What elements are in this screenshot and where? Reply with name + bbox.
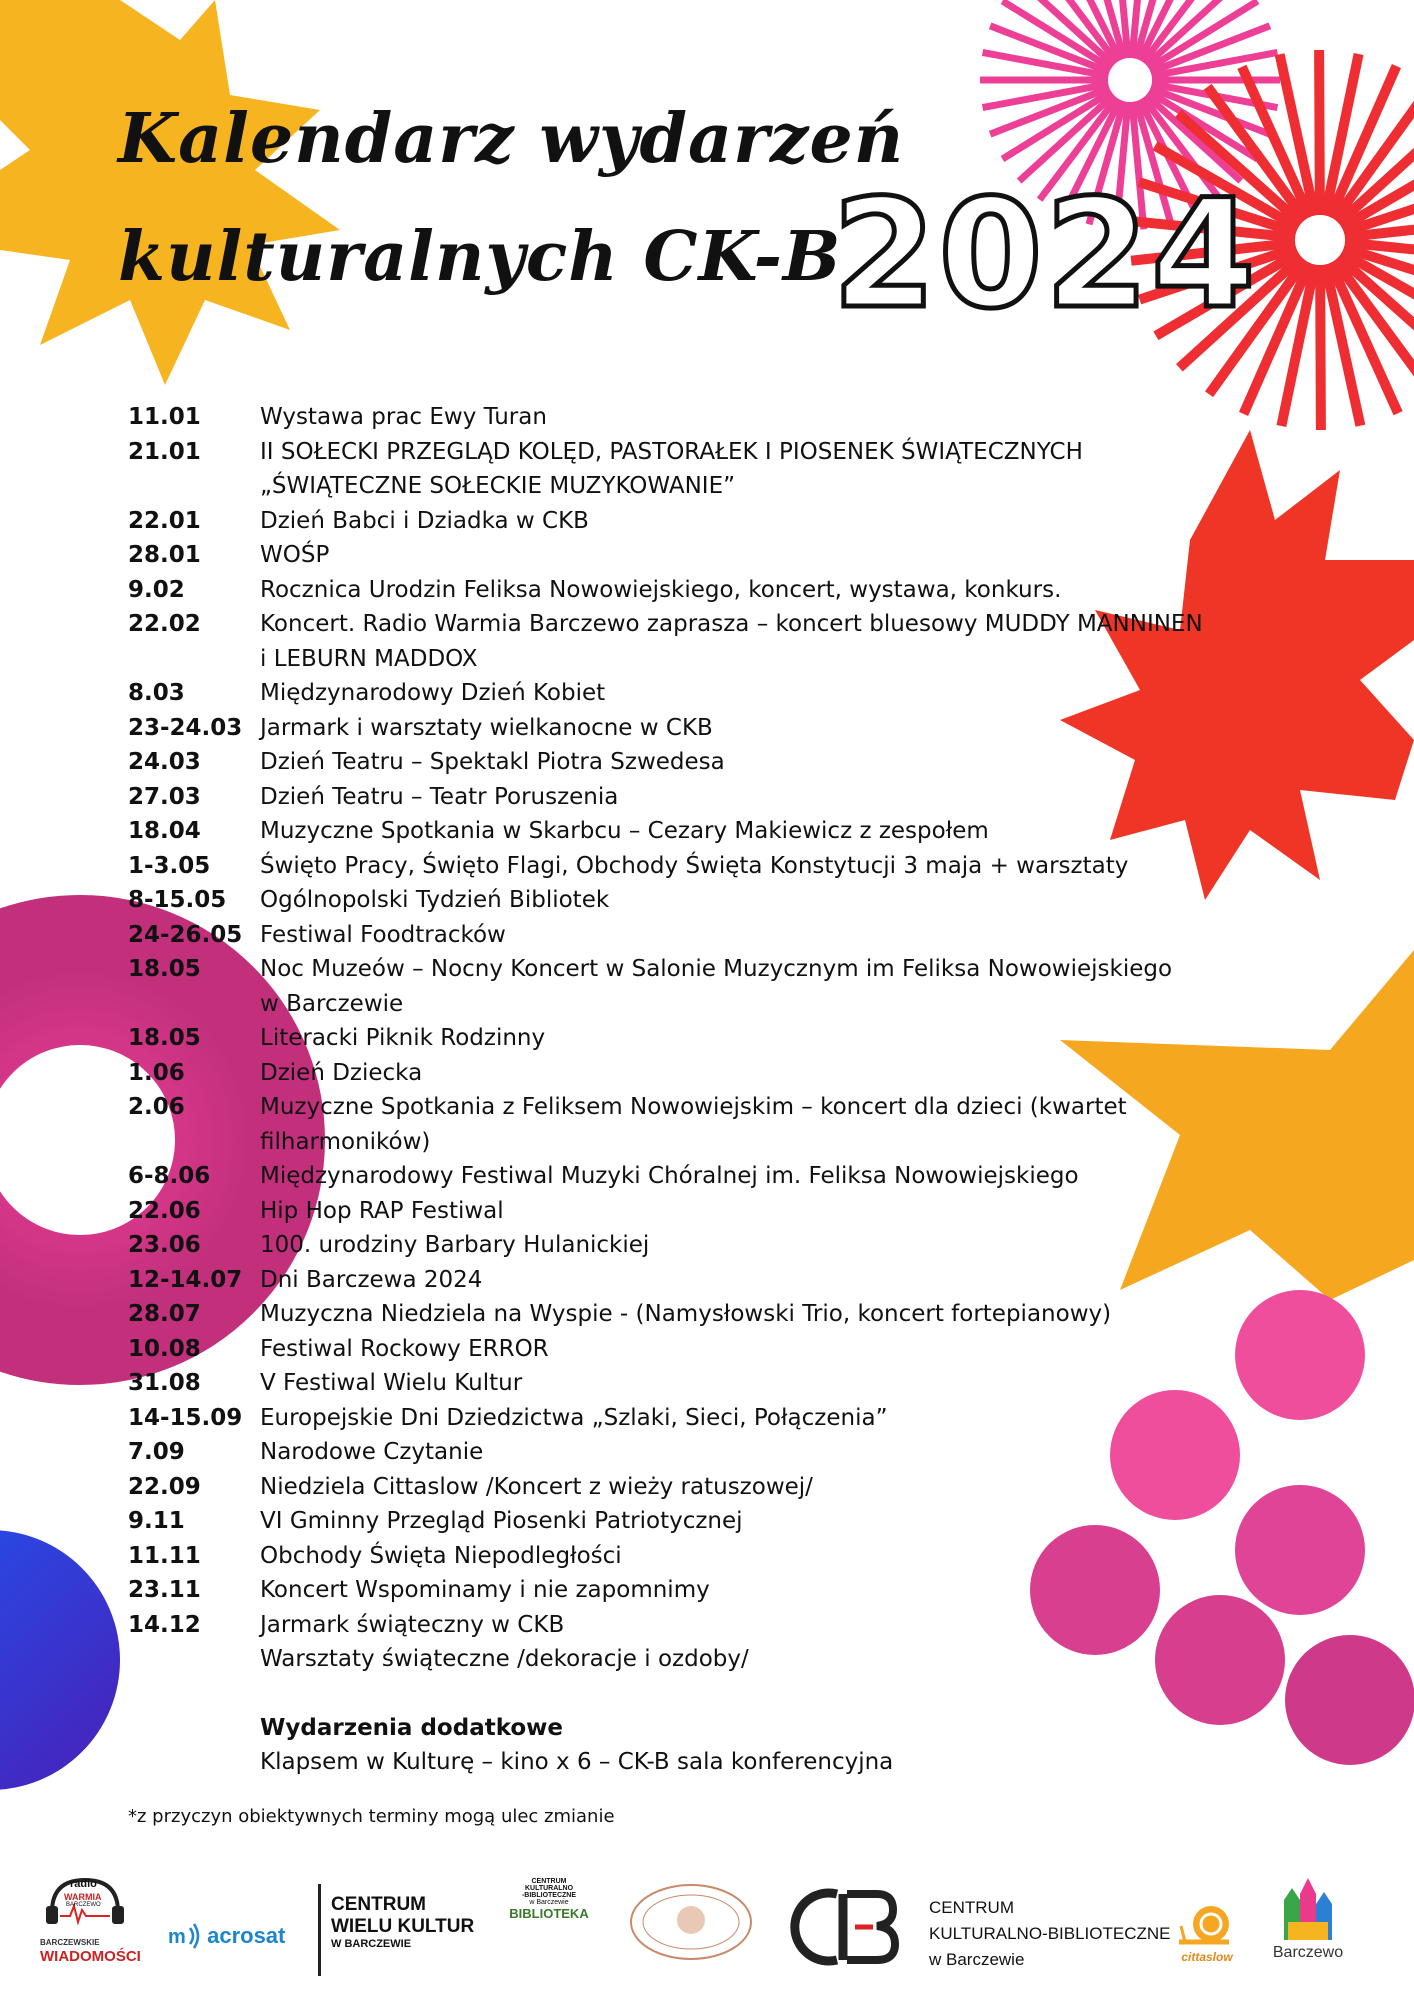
- event-row: [128, 1021, 1238, 1056]
- event-row: [128, 573, 1238, 608]
- event-row: [128, 1056, 1238, 1091]
- event-description: Dni Barczewa 2024: [260, 1266, 483, 1293]
- event-date: 18.04: [128, 818, 201, 844]
- event-description: Obchody Święta Niepodległości: [260, 1542, 622, 1569]
- cittaslow-logo: [1172, 1900, 1242, 1964]
- barczewo-text: Barczewo: [1272, 1944, 1344, 1961]
- event-date: 12-14.07: [128, 1266, 243, 1293]
- event-row: [128, 1435, 1238, 1470]
- event-date: 31.08: [128, 1370, 201, 1396]
- event-date: 6-8.06: [128, 1163, 211, 1189]
- event-row: [128, 745, 1238, 780]
- event-row: [128, 1159, 1238, 1194]
- event-row: [128, 1332, 1238, 1367]
- bib-text-4: w Barczewie: [529, 1899, 569, 1906]
- event-date: 8-15.05: [128, 887, 227, 913]
- ckb-text-3: w Barczewie: [929, 1950, 1025, 1969]
- nowowiejski-seal-logo: [628, 1882, 754, 1962]
- event-description: Europejskie Dni Dziedzictwa „Szlaki, Sieci, Połączenia”: [260, 1404, 888, 1431]
- bib-text-3: -BIBLIOTECZNE: [521, 1892, 577, 1899]
- event-row: [128, 676, 1238, 711]
- event-date: 1-3.05: [128, 852, 211, 879]
- event-date: 9.11: [128, 1508, 185, 1534]
- event-description: Koncert. Radio Warmia Barczewo zaprasza – koncert bluesowy MUDDY MANNINEN: [260, 611, 1203, 637]
- event-date: 22.02: [128, 611, 201, 637]
- event-row: [128, 1608, 1238, 1677]
- event-description: Dzień Teatru – Teatr Poruszenia: [260, 783, 619, 810]
- event-date: 27.03: [128, 783, 201, 810]
- event-date: 24.03: [128, 749, 201, 775]
- snail-icon: [1177, 1900, 1237, 1946]
- event-description: filharmoników): [260, 1128, 431, 1155]
- radio-bottom-text-1: BARCZEWSKIE: [40, 1938, 100, 1947]
- event-row: [128, 1297, 1238, 1332]
- event-date: 2.06: [128, 1094, 185, 1120]
- event-description: Ogólnopolski Tydzień Bibliotek: [260, 887, 610, 913]
- events-list: [128, 400, 1238, 1780]
- radio-small-text: BARCZEWO: [66, 1902, 101, 1908]
- extra-event-item: Klapsem w Kulturę – kino x 6 – CK-B sala konferencyjna: [260, 1749, 894, 1775]
- ckb-text-1: CENTRUM: [929, 1898, 1014, 1917]
- event-row: [128, 1366, 1238, 1401]
- page-title: [118, 80, 904, 316]
- event-date: 10.08: [128, 1335, 201, 1362]
- cittaslow-text: cittaslow: [1181, 1950, 1233, 1964]
- event-date: 22.09: [128, 1473, 201, 1500]
- event-description: Muzyczna Niedziela na Wyspie - (Namysłowski Trio, koncert fortepianowy): [260, 1301, 1112, 1327]
- event-date: 18.05: [128, 1025, 201, 1051]
- event-date: 7.09: [128, 1439, 185, 1465]
- event-description: Muzyczne Spotkania z Feliksem Nowowiejskim – koncert dla dzieci (kwartet: [260, 1094, 1127, 1120]
- event-date: 28.01: [128, 542, 201, 568]
- acrosat-logo: [168, 1922, 285, 1952]
- radio-mid-text: WARMIA: [64, 1892, 102, 1902]
- cwk-text-2: WIELU KULTUR: [331, 1916, 475, 1937]
- event-row: [128, 1504, 1238, 1539]
- event-row: [128, 711, 1238, 746]
- event-date: 22.06: [128, 1197, 201, 1224]
- event-date: 23.11: [128, 1577, 201, 1603]
- event-description: „ŚWIĄTECZNE SOŁECKIE MUZYKOWANIE”: [260, 473, 736, 499]
- title-line-1: Kalendarz wydarzeń: [118, 99, 905, 179]
- event-description: VI Gminny Przegląd Piosenki Patriotycznej: [260, 1508, 743, 1534]
- event-description: Rocznica Urodzin Feliksa Nowowiejskiego, koncert, wystawa, konkurs.: [260, 576, 1062, 603]
- acrosat-text: acrosat: [207, 1923, 286, 1948]
- event-row: [128, 1263, 1238, 1298]
- event-description: Święto Pracy, Święto Flagi, Obchody Święta Konstytucji 3 maja + warsztaty: [260, 852, 1129, 879]
- event-row: [128, 435, 1238, 504]
- signal-icon: [168, 1922, 202, 1950]
- radio-bottom-text-2: WIADOMOŚCI: [40, 1948, 141, 1965]
- event-row: [128, 607, 1238, 676]
- event-date: 11.11: [128, 1542, 201, 1569]
- event-row: [128, 1470, 1238, 1505]
- event-row: [128, 814, 1238, 849]
- cwk-text-3: W BARCZEWIE: [331, 1938, 412, 1950]
- event-description: Dzień Dziecka: [260, 1059, 423, 1086]
- event-date: 23-24.03: [128, 714, 243, 741]
- centrum-wielu-kultur-logo: [318, 1884, 474, 1976]
- title-line-2: kulturalnych CK-B: [118, 217, 842, 297]
- event-row: [128, 1090, 1238, 1159]
- event-description: Międzynarodowy Festiwal Muzyki Chóralnej im. Feliksa Nowowiejskiego: [260, 1163, 1079, 1189]
- blue-circle-bottom-left: [0, 1530, 120, 1790]
- biblioteka-logo: [504, 1878, 594, 1921]
- event-description: Literacki Piknik Rodzinny: [260, 1025, 546, 1051]
- event-description: Koncert Wspominamy i nie zapomnimy: [260, 1577, 710, 1603]
- event-date: 11.01: [128, 404, 201, 430]
- event-description: i LEBURN MADDOX: [260, 645, 478, 672]
- radio-top-text: radio: [70, 1878, 97, 1890]
- event-description: Muzyczne Spotkania w Skarbcu – Cezary Makiewicz z zespołem: [260, 818, 989, 844]
- event-row: [128, 780, 1238, 815]
- event-description: WOŚP: [260, 542, 330, 568]
- event-date: 28.07: [128, 1301, 201, 1327]
- title-year: 2024: [832, 168, 1258, 342]
- ckb-text-2: KULTURALNO-BIBLIOTECZNE: [929, 1924, 1171, 1943]
- event-description: V Festiwal Wielu Kultur: [260, 1370, 523, 1396]
- footnote: *z przyczyn obiektywnych terminy mogą ulec zmianie: [128, 1806, 615, 1827]
- event-description: Jarmark świąteczny w CKB: [260, 1611, 565, 1638]
- barczewo-towers-icon: [1280, 1874, 1336, 1940]
- bib-text-2: KULTURALNO: [524, 1885, 574, 1892]
- event-row: [128, 1194, 1238, 1229]
- event-row: [128, 1228, 1238, 1263]
- event-description: Jarmark i warsztaty wielkanocne w CKB: [260, 714, 713, 741]
- sponsor-logos: [0, 1870, 1414, 1990]
- radio-warmia-logo: [40, 1872, 141, 1972]
- event-description: Dzień Babci i Dziadka w CKB: [260, 507, 589, 534]
- event-row: [128, 849, 1238, 884]
- event-row: [128, 1401, 1238, 1436]
- event-date: 1.06: [128, 1059, 185, 1086]
- bib-text-5: BIBLIOTEKA: [509, 1906, 589, 1921]
- event-date: 24-26.05: [128, 921, 243, 948]
- event-description: Narodowe Czytanie: [260, 1439, 484, 1465]
- event-row: [128, 1539, 1238, 1574]
- event-description: II SOŁECKI PRZEGLĄD KOLĘD, PASTORAŁEK I PIOSENEK ŚWIĄTECZNYCH: [260, 438, 1083, 465]
- event-row: [128, 918, 1238, 953]
- barczewo-logo: [1268, 1874, 1348, 1962]
- event-description: Festiwal Foodtracków: [260, 921, 506, 948]
- event-date: 23.06: [128, 1232, 201, 1258]
- event-date: 8.03: [128, 680, 185, 706]
- event-date: 21.01: [128, 438, 201, 465]
- event-row: [128, 504, 1238, 539]
- event-description: Wystawa prac Ewy Turan: [260, 404, 547, 430]
- event-description: 100. urodziny Barbary Hulanickiej: [260, 1232, 650, 1258]
- event-date: 22.01: [128, 507, 201, 534]
- ckb-mark-icon: [785, 1884, 901, 1970]
- event-row: [128, 400, 1238, 435]
- event-description: w Barczewie: [260, 990, 404, 1017]
- event-row: [128, 883, 1238, 918]
- event-row: [128, 538, 1238, 573]
- cwk-text-1: CENTRUM: [331, 1894, 426, 1915]
- event-date: 9.02: [128, 576, 185, 603]
- extra-events-heading: Wydarzenia dodatkowe: [260, 1714, 564, 1741]
- event-description: Dzień Teatru – Spektakl Piotra Szwedesa: [260, 749, 725, 775]
- event-date: 18.05: [128, 956, 201, 982]
- event-row: [128, 1573, 1238, 1608]
- event-date: 14.12: [128, 1611, 201, 1638]
- event-description: Niedziela Cittaslow /Koncert z wieży ratuszowej/: [260, 1473, 813, 1500]
- event-date: 14-15.09: [128, 1404, 243, 1431]
- svg-text:m: m: [168, 1926, 186, 1948]
- event-description: Festiwal Rockowy ERROR: [260, 1335, 549, 1362]
- event-description: Noc Muzeów – Nocny Koncert w Salonie Muzycznym im Feliksa Nowowiejskiego: [260, 956, 1173, 982]
- event-description: Warsztaty świąteczne /dekoracje i ozdoby/: [260, 1646, 749, 1672]
- event-description: Międzynarodowy Dzień Kobiet: [260, 680, 606, 706]
- event-row: [128, 952, 1238, 1021]
- bib-text-1: CENTRUM: [531, 1878, 567, 1885]
- event-description: Hip Hop RAP Festiwal: [260, 1197, 504, 1224]
